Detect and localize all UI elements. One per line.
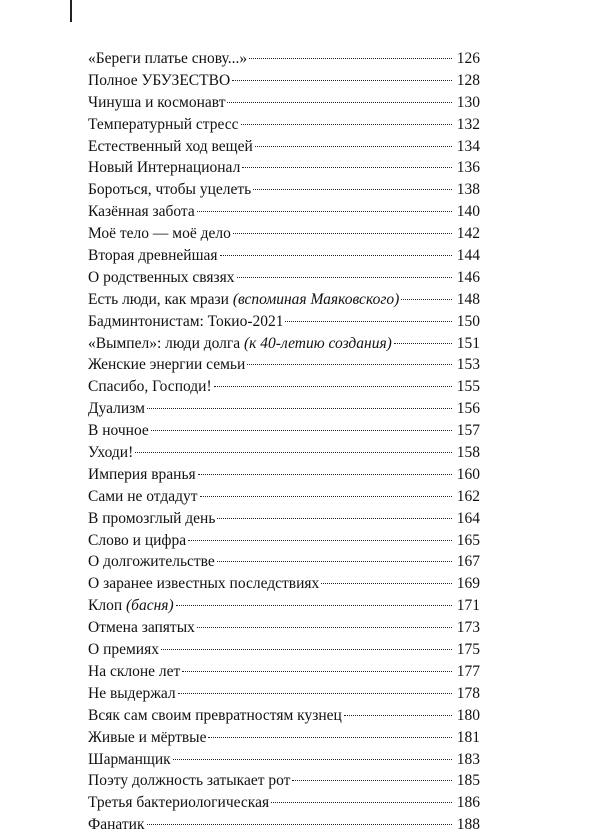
toc-dot-leader xyxy=(151,430,452,431)
toc-dot-leader xyxy=(292,780,452,781)
toc-entry xyxy=(88,223,480,245)
toc-entry-title-text: Шарманщик xyxy=(88,750,171,768)
toc-entry xyxy=(88,617,480,639)
toc-entry-page-number: 126 xyxy=(456,50,480,67)
toc-entry xyxy=(88,705,480,727)
toc-entry-title xyxy=(88,179,251,201)
toc-dot-leader xyxy=(227,102,452,103)
toc-entry-page-number: 165 xyxy=(456,531,480,549)
toc-entry-title-text: «Береги платье снову...» xyxy=(88,50,248,67)
toc-entry xyxy=(88,486,480,508)
toc-entry-title-text: О родственных связях xyxy=(88,268,235,286)
toc-entry-page-number: 156 xyxy=(456,400,480,418)
toc-entry-title xyxy=(88,114,239,136)
toc-entry xyxy=(88,311,480,333)
toc-entry-page-number: 171 xyxy=(456,597,480,615)
toc-entry-page-number: 150 xyxy=(456,312,480,330)
toc-entry xyxy=(88,464,480,486)
toc-entry-page-number: 164 xyxy=(456,509,480,527)
toc-entry-title-text: «Вымпел»: люди долга xyxy=(88,334,245,352)
toc-entry-title-text: Уходи! xyxy=(88,444,134,462)
toc-dot-leader xyxy=(220,255,452,256)
toc-entry-page-number: 162 xyxy=(456,487,480,505)
toc-dot-leader xyxy=(197,627,452,628)
toc-entry-title xyxy=(88,705,342,727)
toc-entry-title xyxy=(88,464,196,486)
toc-entry xyxy=(88,814,480,836)
toc-entry xyxy=(88,70,480,92)
toc-entry-title-text: Казённая забота xyxy=(88,203,195,221)
toc-entry-title-text: Вторая древнейшая xyxy=(88,247,218,265)
toc-entry-title-text: Всяк сам своим превратностям кузнец xyxy=(88,706,342,724)
toc-dot-leader xyxy=(242,167,452,168)
toc-entry-title xyxy=(88,486,198,508)
toc-entry-title-text: Фанатик xyxy=(88,816,145,834)
toc-dot-leader xyxy=(147,824,453,825)
toc-entry-title-text: О заранее известных последствиях xyxy=(88,575,320,593)
toc-entry-title-text: На склоне лет xyxy=(88,662,181,680)
toc-entry xyxy=(88,179,480,201)
toc-entry-title-text: Новый Интернационал xyxy=(88,159,241,177)
toc-dot-leader xyxy=(197,211,452,212)
toc-entry-title xyxy=(88,792,269,814)
toc-entry-page-number: 144 xyxy=(456,247,480,265)
toc-entry-title xyxy=(88,770,290,792)
toc-entry-title-text: Есть люди, как мрази xyxy=(88,290,233,308)
toc-dot-leader xyxy=(200,496,452,497)
toc-entry-title-text: Естественный ход вещей xyxy=(88,137,253,155)
toc-entry-title xyxy=(88,289,399,311)
toc-entry-page-number: 148 xyxy=(456,290,480,308)
toc-entry-title-text: Третья бактериологическая xyxy=(88,794,270,812)
toc-dot-leader xyxy=(253,189,452,190)
toc-entry xyxy=(88,245,480,267)
toc-entry xyxy=(88,792,480,814)
toc-entry-page-number: 180 xyxy=(456,706,480,724)
toc-entry-page-number: 151 xyxy=(456,334,480,352)
toc-entry-page-number: 153 xyxy=(456,356,480,374)
toc-entry xyxy=(88,661,480,683)
toc-entry-title-text: Империя вранья xyxy=(88,465,196,483)
toc-entry-title-text: В промозглый день xyxy=(88,509,216,527)
toc-dot-leader xyxy=(217,561,452,562)
toc-entry-title xyxy=(88,420,149,442)
toc-dot-leader xyxy=(182,671,452,672)
toc-entry-page-number: 138 xyxy=(456,181,480,199)
toc-dot-leader xyxy=(198,474,452,475)
toc-entry-title xyxy=(88,551,215,573)
toc-entry-page-number: 160 xyxy=(456,465,480,483)
toc-entry-title xyxy=(88,70,230,92)
toc-entry xyxy=(88,354,480,376)
toc-entry-page-number: 178 xyxy=(456,684,480,702)
toc-dot-leader xyxy=(249,58,452,59)
page-edge-line xyxy=(70,0,72,22)
toc-entry-title xyxy=(88,201,195,223)
toc-entry-page-number: 136 xyxy=(456,159,480,177)
toc-dot-leader xyxy=(161,649,452,650)
table-of-contents xyxy=(88,48,480,836)
toc-entry-title-text: Не выдержал xyxy=(88,684,176,702)
toc-dot-leader xyxy=(214,386,452,387)
toc-entry-title xyxy=(88,595,174,617)
toc-entry-title-text: Спасибо, Господи! xyxy=(88,378,212,396)
toc-entry-title xyxy=(88,267,235,289)
toc-entry-title xyxy=(88,639,159,661)
toc-entry-title-text: О долгожительстве xyxy=(88,553,215,571)
toc-dot-leader xyxy=(217,518,452,519)
toc-entry-page-number: 134 xyxy=(456,137,480,155)
toc-entry xyxy=(88,573,480,595)
toc-entry xyxy=(88,420,480,442)
toc-entry xyxy=(88,136,480,158)
toc-entry-page-number: 181 xyxy=(456,728,480,746)
toc-entry-title xyxy=(88,136,253,158)
toc-entry-page-number: 146 xyxy=(456,268,480,286)
toc-dot-leader xyxy=(321,583,452,584)
toc-dot-leader xyxy=(237,277,452,278)
toc-dot-leader xyxy=(401,299,452,300)
toc-entry-title xyxy=(88,92,225,114)
toc-entry-title xyxy=(88,727,206,749)
toc-entry-title xyxy=(88,573,319,595)
toc-entry-page-number: 142 xyxy=(456,225,480,243)
toc-entry-title-text: Дуализм xyxy=(88,400,145,418)
toc-entry xyxy=(88,683,480,705)
toc-entry-title xyxy=(88,333,392,355)
toc-dot-leader xyxy=(271,802,452,803)
toc-dot-leader xyxy=(285,321,452,322)
toc-entry-page-number: 173 xyxy=(456,619,480,637)
toc-entry xyxy=(88,114,480,136)
toc-entry-note: (к 40-летию создания) xyxy=(244,334,392,352)
toc-entry xyxy=(88,398,480,420)
toc-entry-note: (басня) xyxy=(126,597,174,615)
toc-entry-page-number: 130 xyxy=(456,93,480,111)
toc-entry-title-text: Сами не отдадут xyxy=(88,487,198,505)
toc-entry-title-text: Чинуша и космонавт xyxy=(88,93,226,111)
toc-entry-title-text: Слово и цифра xyxy=(88,531,187,549)
toc-entry-title xyxy=(88,442,133,464)
toc-entry-title-text: Моё тело — моё дело xyxy=(88,225,231,243)
toc-entry-title xyxy=(88,48,247,70)
toc-entry xyxy=(88,333,480,355)
toc-entry-title xyxy=(88,376,212,398)
toc-dot-leader xyxy=(394,343,452,344)
toc-entry-page-number: 128 xyxy=(456,71,480,89)
toc-entry xyxy=(88,551,480,573)
toc-entry-title xyxy=(88,157,240,179)
toc-dot-leader xyxy=(344,715,452,716)
toc-entry xyxy=(88,639,480,661)
toc-entry-title-text: Бороться, чтобы уцелеть xyxy=(88,181,252,199)
toc-entry xyxy=(88,201,480,223)
toc-entry-title xyxy=(88,530,186,552)
toc-entry-page-number: 188 xyxy=(456,816,480,834)
toc-entry xyxy=(88,749,480,771)
toc-dot-leader xyxy=(188,540,452,541)
toc-dot-leader xyxy=(176,605,452,606)
toc-dot-leader xyxy=(247,364,452,365)
toc-entry-page-number: 177 xyxy=(456,662,480,680)
toc-entry-title xyxy=(88,311,283,333)
toc-entry-title xyxy=(88,508,215,530)
toc-entry-title xyxy=(88,683,176,705)
toc-dot-leader xyxy=(208,737,452,738)
toc-entry xyxy=(88,595,480,617)
toc-entry-title-text: В ночное xyxy=(88,422,149,440)
toc-entry-page-number: 169 xyxy=(456,575,480,593)
toc-entry-title xyxy=(88,223,231,245)
toc-entry-page-number: 167 xyxy=(456,553,480,571)
toc-entry-title xyxy=(88,749,171,771)
toc-entry xyxy=(88,442,480,464)
toc-dot-leader xyxy=(233,233,452,234)
toc-entry-title-text: Живые и мёртвые xyxy=(88,728,207,746)
toc-entry-title-text: О премиях xyxy=(88,641,159,659)
toc-entry-title-text: Женские энергии семьи xyxy=(88,356,246,374)
toc-entry-title xyxy=(88,617,195,639)
toc-entry xyxy=(88,376,480,398)
toc-entry-title xyxy=(88,354,245,376)
toc-entry-page-number: 157 xyxy=(456,422,480,440)
toc-dot-leader xyxy=(255,146,452,147)
toc-entry-page-number: 132 xyxy=(456,115,480,133)
toc-entry-title xyxy=(88,245,218,267)
toc-entry-title xyxy=(88,814,145,836)
toc-entry-note: (вспоминая Маяковского) xyxy=(232,290,400,308)
toc-dot-leader xyxy=(173,759,452,760)
toc-entry-page-number: 186 xyxy=(456,794,480,812)
toc-entry xyxy=(88,530,480,552)
toc-entry xyxy=(88,92,480,114)
toc-entry xyxy=(88,508,480,530)
toc-dot-leader xyxy=(135,452,452,453)
toc-entry-title-text: Температурный стресс xyxy=(88,115,239,133)
toc-entry-title-text: Отмена запятых xyxy=(88,619,195,637)
toc-dot-leader xyxy=(147,408,452,409)
toc-entry-title xyxy=(88,661,180,683)
toc-entry xyxy=(88,157,480,179)
toc-entry-title-text: Клоп xyxy=(88,597,126,615)
toc-dot-leader xyxy=(241,124,452,125)
toc-entry-title-text: Полное УБУЗЕСТВО xyxy=(88,71,231,89)
toc-dot-leader xyxy=(178,693,452,694)
toc-entry-page-number: 175 xyxy=(456,641,480,659)
toc-entry xyxy=(88,770,480,792)
toc-entry xyxy=(88,289,480,311)
toc-entry xyxy=(88,727,480,749)
toc-entry-title-text: Поэту должность затыкает рот xyxy=(88,772,291,790)
toc-entry-title-text: Бадминтонистам: Токио-2021 xyxy=(88,312,284,330)
toc-entry-page-number: 140 xyxy=(456,203,480,221)
toc-entry xyxy=(88,267,480,289)
toc-dot-leader xyxy=(232,80,452,81)
toc-entry-page-number: 183 xyxy=(456,750,480,768)
toc-entry-page-number: 185 xyxy=(456,772,480,790)
toc-entry-page-number: 158 xyxy=(456,444,480,462)
toc-entry-page-number: 155 xyxy=(456,378,480,396)
toc-entry xyxy=(88,48,480,70)
toc-entry-title xyxy=(88,398,145,420)
